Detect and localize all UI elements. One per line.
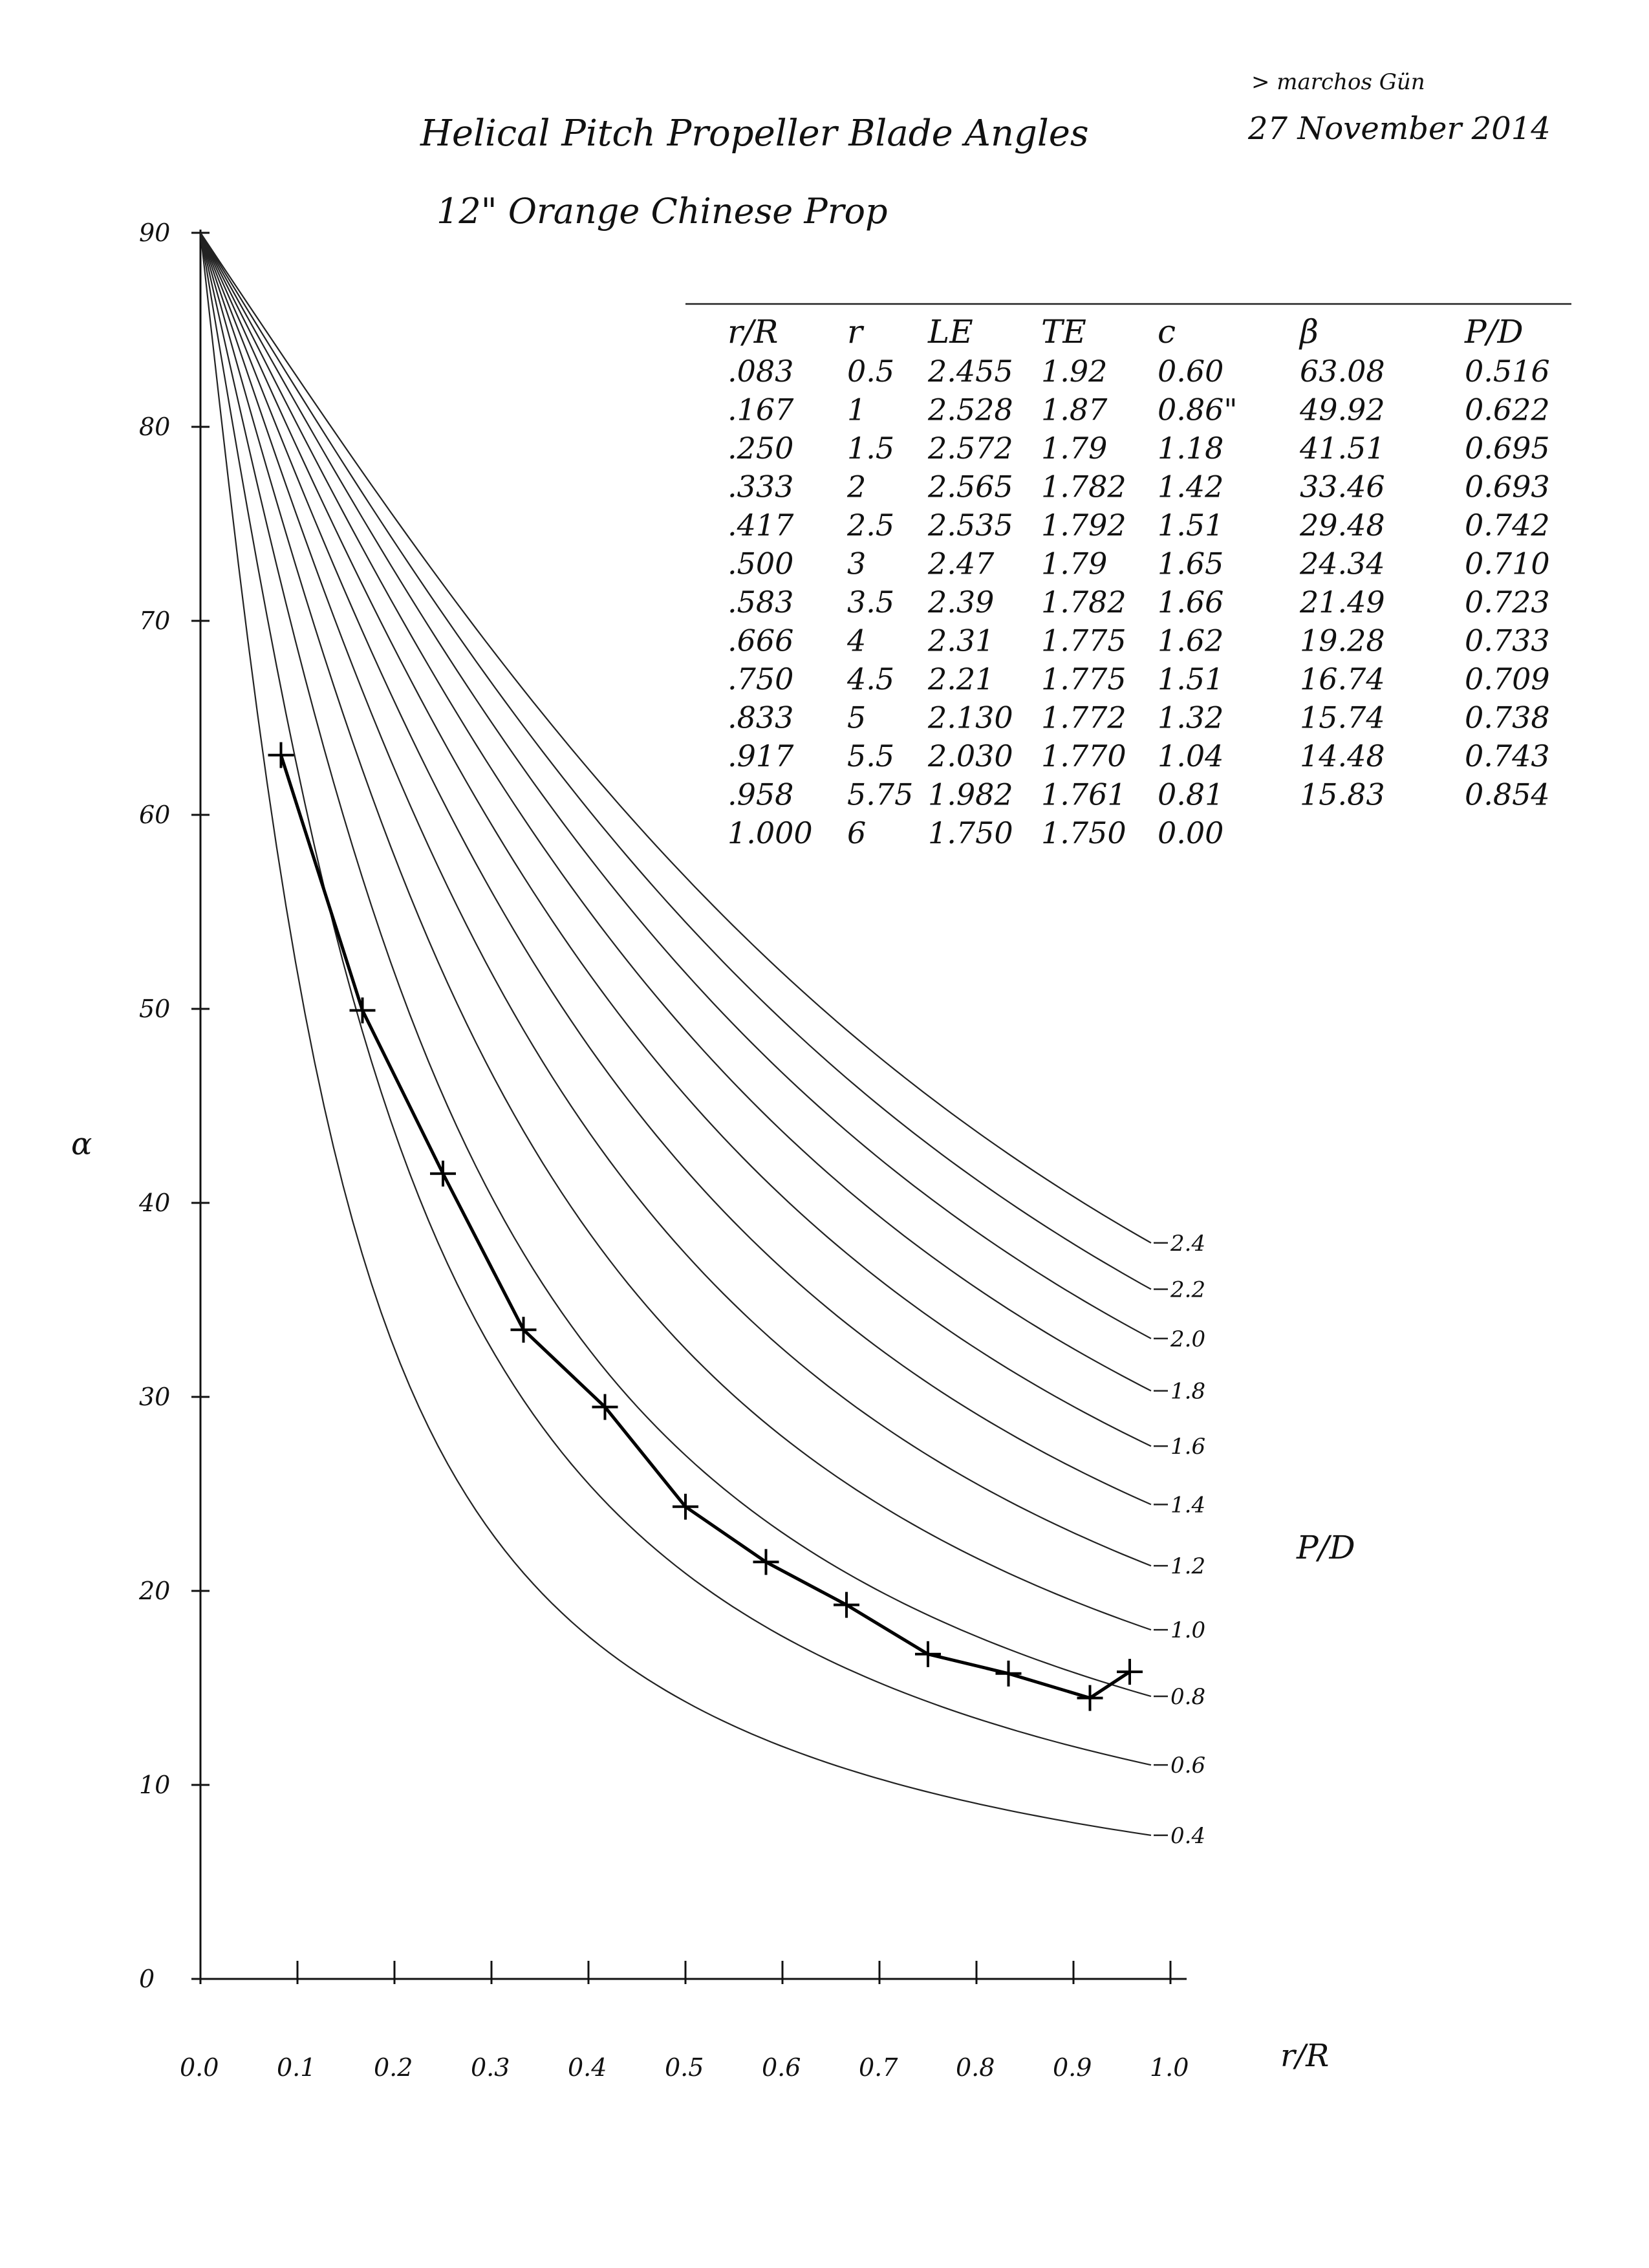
data-point-marker bbox=[430, 1161, 456, 1187]
table-cell: .750 bbox=[727, 662, 794, 697]
table-cell: 4 bbox=[847, 623, 867, 658]
table-cell: 29.48 bbox=[1300, 508, 1385, 543]
pd-curve-label: 2.4 bbox=[1170, 1230, 1206, 1257]
table-cell: 41.51 bbox=[1300, 431, 1385, 466]
table-row bbox=[727, 431, 1550, 466]
table-cell: 2.535 bbox=[928, 508, 1013, 543]
x-tick-label: 0.2 bbox=[374, 2053, 413, 2082]
table-cell: 24.34 bbox=[1300, 546, 1385, 581]
table-cell: 0.00 bbox=[1158, 815, 1224, 850]
pd-curve-label: 1.6 bbox=[1170, 1434, 1206, 1460]
table-cell: .417 bbox=[727, 508, 794, 543]
y-tick-label: 20 bbox=[139, 1577, 171, 1605]
table-cell: 1 bbox=[847, 392, 867, 427]
y-tick-label: 80 bbox=[139, 413, 171, 441]
table-cell: 5.75 bbox=[847, 777, 914, 812]
pd-curve-label: 1.0 bbox=[1170, 1617, 1206, 1644]
y-tick-label: 30 bbox=[139, 1383, 171, 1411]
prop-series bbox=[268, 742, 1143, 1711]
axes bbox=[194, 230, 1187, 1979]
table-cell: .917 bbox=[727, 739, 794, 773]
chart-subtitle: 12" Orange Chinese Prop bbox=[436, 191, 888, 232]
table-cell: .833 bbox=[727, 700, 794, 735]
pd-curve-label: 0.6 bbox=[1170, 1753, 1206, 1779]
table-cell: 15.74 bbox=[1300, 700, 1385, 735]
table-row bbox=[727, 585, 1550, 620]
author-note: > marchos Gün bbox=[1251, 69, 1425, 95]
y-tick-label: 40 bbox=[139, 1189, 171, 1217]
data-point-marker bbox=[996, 1661, 1022, 1687]
table-column-header: P/D bbox=[1465, 313, 1524, 351]
y-axis-ticks bbox=[138, 219, 210, 1993]
table-cell: 1.782 bbox=[1041, 585, 1126, 620]
data-point-marker bbox=[753, 1549, 779, 1575]
table-row bbox=[727, 815, 1223, 850]
x-tick-label: 0.6 bbox=[762, 2053, 801, 2082]
table-row bbox=[727, 354, 1550, 389]
y-tick-label: 70 bbox=[139, 607, 171, 635]
data-point-marker bbox=[1117, 1659, 1143, 1685]
table-cell: 5.5 bbox=[847, 739, 895, 773]
table-cell: 1.775 bbox=[1041, 623, 1126, 658]
table-cell: 0.693 bbox=[1465, 469, 1550, 504]
table-cell: 0.5 bbox=[847, 354, 895, 389]
x-tick-label: 1.0 bbox=[1150, 2053, 1189, 2082]
data-point-marker bbox=[915, 1641, 941, 1667]
table-cell: 2.47 bbox=[928, 546, 995, 581]
table-cell: 0.738 bbox=[1465, 700, 1550, 735]
x-tick-label: 0.9 bbox=[1053, 2053, 1092, 2082]
table-cell: 0.733 bbox=[1465, 623, 1550, 658]
table-cell: 0.81 bbox=[1158, 777, 1224, 812]
table-cell: 0.742 bbox=[1465, 508, 1550, 543]
x-tick-label: 0.4 bbox=[568, 2053, 607, 2082]
table-cell: 49.92 bbox=[1300, 392, 1385, 427]
x-tick-label: 0.3 bbox=[471, 2053, 510, 2082]
table-cell: 2.455 bbox=[928, 354, 1013, 389]
table-cell: 1.51 bbox=[1158, 662, 1224, 697]
chart-title: Helical Pitch Propeller Blade Angles bbox=[420, 113, 1089, 155]
table-cell: 6 bbox=[847, 815, 867, 850]
table-cell: 4.5 bbox=[847, 662, 895, 697]
table-cell: 1.792 bbox=[1041, 508, 1126, 543]
x-tick-label: 0.0 bbox=[180, 2053, 219, 2082]
table-cell: 1.761 bbox=[1041, 777, 1126, 812]
table-cell: 21.49 bbox=[1300, 585, 1385, 620]
table-cell: 14.48 bbox=[1300, 739, 1385, 773]
table-row bbox=[727, 546, 1550, 581]
table-cell: 1.750 bbox=[1041, 815, 1126, 850]
table-cell: 2.31 bbox=[928, 623, 995, 658]
y-tick-label: 50 bbox=[139, 995, 171, 1023]
table-row bbox=[727, 777, 1550, 812]
table-cell: 2.130 bbox=[928, 700, 1013, 735]
table-cell: 1.92 bbox=[1041, 354, 1108, 389]
table-cell: .666 bbox=[727, 623, 794, 658]
table-cell: 1.32 bbox=[1158, 700, 1224, 735]
table-cell: 19.28 bbox=[1300, 623, 1385, 658]
table-cell: 1.66 bbox=[1158, 585, 1224, 620]
table-column-header: TE bbox=[1041, 313, 1086, 351]
table-cell: 1.000 bbox=[727, 815, 813, 850]
table-header bbox=[727, 313, 1524, 351]
table-column-header: r bbox=[847, 313, 863, 351]
table-cell: 0.695 bbox=[1465, 431, 1550, 466]
table-cell: 2.572 bbox=[928, 431, 1013, 466]
table-cell: 1.982 bbox=[928, 777, 1013, 812]
table-cell: .250 bbox=[727, 431, 794, 466]
table-cell: .583 bbox=[727, 585, 794, 620]
table-cell: 0.709 bbox=[1465, 662, 1550, 697]
table-column-header: LE bbox=[928, 313, 973, 351]
pd-curve-label: 1.8 bbox=[1170, 1378, 1206, 1405]
table-cell: 1.87 bbox=[1041, 392, 1108, 427]
table-body bbox=[727, 354, 1550, 850]
pd-curve-label: 1.2 bbox=[1170, 1553, 1206, 1580]
table-column-header: β bbox=[1300, 313, 1319, 351]
table-cell: 2.5 bbox=[847, 508, 895, 543]
table-cell: .083 bbox=[727, 354, 794, 389]
table-cell: 0.86" bbox=[1158, 392, 1238, 427]
table-cell: 1.782 bbox=[1041, 469, 1126, 504]
pd-curve-label: 2.2 bbox=[1170, 1277, 1206, 1303]
table-cell: 1.750 bbox=[928, 815, 1013, 850]
table-row bbox=[727, 470, 1550, 504]
x-tick-label: 0.5 bbox=[665, 2053, 704, 2082]
pd-curve-label: 0.4 bbox=[1170, 1822, 1206, 1849]
table-cell: .333 bbox=[727, 469, 794, 504]
table-cell: 0.710 bbox=[1465, 546, 1550, 581]
table-cell: 15.83 bbox=[1300, 777, 1385, 812]
table-cell: 1.18 bbox=[1158, 431, 1224, 466]
table-cell: 2 bbox=[847, 469, 867, 504]
table-cell: 1.51 bbox=[1158, 508, 1224, 543]
table-cell: 0.723 bbox=[1465, 585, 1550, 620]
data-point-marker bbox=[834, 1592, 859, 1618]
table-cell: 0.743 bbox=[1465, 739, 1550, 773]
pd-curve-label: 1.4 bbox=[1170, 1492, 1206, 1518]
table-row bbox=[727, 739, 1550, 773]
table-cell: 3.5 bbox=[847, 585, 895, 620]
pd-curve-label: 0.8 bbox=[1170, 1684, 1206, 1711]
table-cell: 1.04 bbox=[1158, 739, 1224, 773]
table-row bbox=[727, 508, 1550, 543]
table-cell: 0.516 bbox=[1465, 354, 1550, 389]
x-axis-label: r/R bbox=[1280, 2038, 1330, 2074]
table-cell: 2.030 bbox=[928, 739, 1013, 773]
y-axis-label: α bbox=[71, 1126, 92, 1162]
data-point-marker bbox=[1077, 1685, 1103, 1711]
y-tick-label: 10 bbox=[139, 1771, 171, 1799]
y-tick-label: 60 bbox=[139, 801, 171, 829]
table-cell: 1.65 bbox=[1158, 546, 1224, 581]
table-cell: 2.565 bbox=[928, 469, 1013, 504]
data-point-marker bbox=[268, 742, 294, 768]
date-label: 27 November 2014 bbox=[1248, 111, 1551, 147]
x-tick-label: 0.1 bbox=[277, 2053, 316, 2082]
table-cell: 1.772 bbox=[1041, 700, 1126, 735]
table-cell: 2.528 bbox=[928, 392, 1013, 427]
table-cell: 2.21 bbox=[928, 662, 995, 697]
table-cell: 16.74 bbox=[1300, 662, 1385, 697]
table-cell: 1.42 bbox=[1158, 469, 1224, 504]
table-column-header: c bbox=[1158, 313, 1176, 351]
table-column-header: r/R bbox=[727, 313, 779, 351]
table-cell: 1.62 bbox=[1158, 623, 1224, 658]
x-tick-label: 0.8 bbox=[956, 2053, 995, 2082]
table-cell: 0.60 bbox=[1158, 354, 1224, 389]
x-tick-label: 0.7 bbox=[859, 2053, 898, 2082]
table-cell: 0.854 bbox=[1465, 777, 1550, 812]
table-row bbox=[727, 700, 1550, 735]
table-cell: .958 bbox=[727, 777, 794, 812]
y-tick-label: 90 bbox=[139, 219, 171, 247]
table-cell: .500 bbox=[727, 546, 794, 581]
table-cell: 33.46 bbox=[1300, 469, 1385, 504]
pd-family-label: P/D bbox=[1297, 1529, 1355, 1566]
y-tick-label: 0 bbox=[139, 1965, 155, 1993]
table-cell: 1.770 bbox=[1041, 739, 1126, 773]
table-row bbox=[727, 623, 1550, 658]
table-cell: 0.622 bbox=[1465, 392, 1550, 427]
prop-curve bbox=[281, 755, 1130, 1698]
table-row bbox=[727, 393, 1550, 427]
table-cell: 5 bbox=[847, 700, 867, 735]
table-cell: 1.79 bbox=[1041, 546, 1108, 581]
pd-curve-label: 2.0 bbox=[1170, 1326, 1206, 1352]
table-cell: 1.775 bbox=[1041, 662, 1126, 697]
table-cell: 2.39 bbox=[928, 585, 995, 620]
table-cell: 63.08 bbox=[1300, 354, 1385, 389]
table-cell: 3 bbox=[847, 546, 867, 581]
table-cell: 1.5 bbox=[847, 431, 895, 466]
table-cell: 1.79 bbox=[1041, 431, 1108, 466]
table-row bbox=[727, 662, 1550, 697]
table-cell: .167 bbox=[727, 392, 794, 427]
